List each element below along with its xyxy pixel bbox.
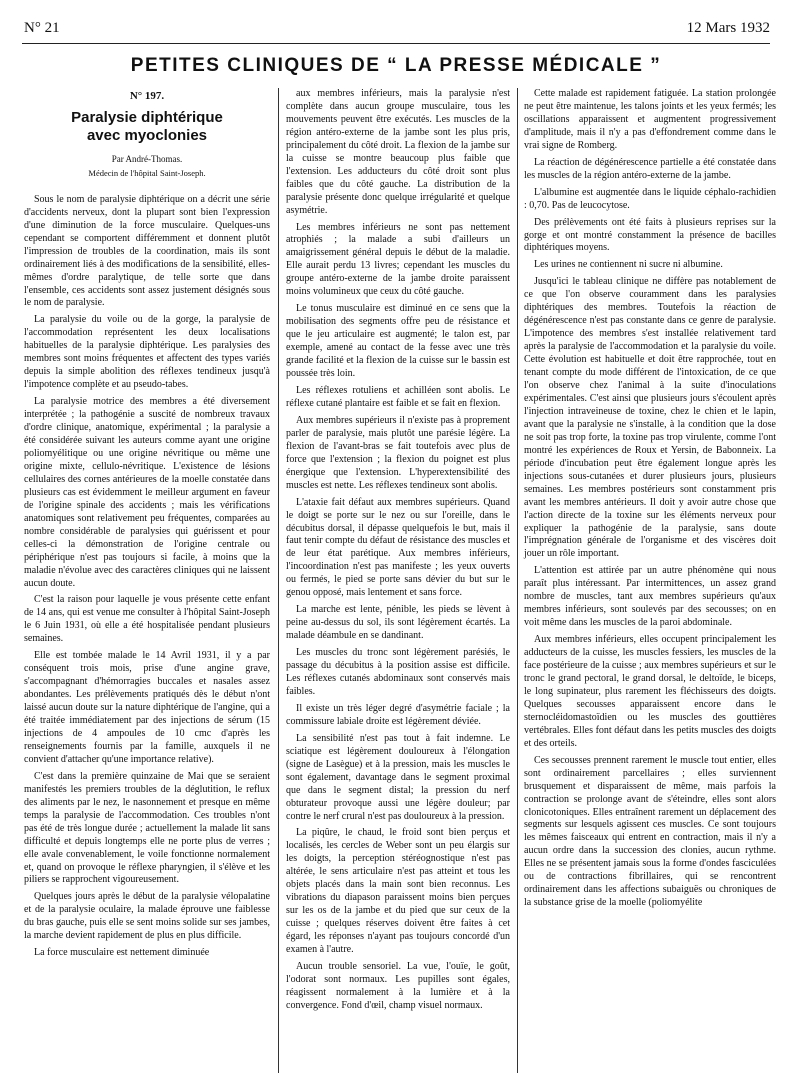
article-author: Par André-Thomas. <box>111 153 183 164</box>
issue-number: N° 21 <box>24 20 60 36</box>
column-divider <box>278 88 279 1073</box>
column-divider <box>517 88 518 1073</box>
paragraph: Quelques jours après le début de la paralysie vélopalatine et de la paralysie oculaire, la malade éprouve une faiblesse du bras gauche, puis elle se sent moins solide sur ses jambes, la marche devient rapidement de plus en plus difficile. <box>24 891 270 942</box>
paragraph: L'attention est attirée par un autre phénomène qui nous paraît plus intéressant. Par intermittences, un assez grand nombre de muscles, tant aux membres supérieurs qu'aux membres inférieurs, sont soulevés par des secousses; on en voit même dans les muscles de la paroi abdominale. <box>524 565 776 629</box>
paragraph: Jusqu'ici le tableau clinique ne diffère pas notablement de ce que l'on observe couramment dans les paralysies diphtériques des membres. Toutefois la réaction de dégénérescence n'est pas constante dans ce genre de paralysie. L'impotence des membres s'est installée relativement tard après la paralysie de l'accommodation et la paralysie du voile. Cette évolution est habituelle et doit être rapprochée, tout en tenant compte du mode différent de l'intoxication, de ce que l'on observe chez l'animal à la suite d'inoculations expérimentales. C'est ainsi que plusieurs jours s'écoulent après l'injection intraveineuse de toxine, chez le chien et le lapin, avant que la paralysie ne s'installe, à la condition que la dose ne soit pas trop forte, la toxine pas trop virulente, comme l'ont montré les expériences de Roux et Yersin, de Babonneix. La période d'incubation peut être également longue après les injections sous-cutanées et durer plusieurs jours, plusieurs semaines. Les membres postérieurs sont constamment pris avant les membres antérieurs. Il doit y avoir autre chose que l'action directe de la toxine sur les éléments nerveux pour expliquer la pathogénie de la paralysie, sans doute l'imprégnation générale de l'organisme et des viscères doit jouer un rôle important. <box>524 276 776 560</box>
column-2 <box>286 88 510 1017</box>
author-affiliation: Médecin de l'hôpital Saint-Joseph. <box>88 167 206 178</box>
header-rule <box>22 43 770 44</box>
paragraph: La sensibilité n'est pas tout à fait indemne. Le sciatique est légèrement douloureux à l'élongation (signe de Lasègue) et à la pression, mais les muscles le sont également, davantage dans le segment proximal que dans le segment distal; la pression du nerf obturateur provoque aussi une légère douleur; par contre le nerf crural n'est pas douloureux à la pression. <box>286 732 510 822</box>
column-paragraphs <box>24 194 270 960</box>
paragraph: Les membres inférieurs ne sont pas nettement atrophiés ; la malade a subi d'ailleurs un amaigrissement général depuis le début de la maladie. Elle aurait perdu 13 livres; cependant les muscles du groupe antéro-externe de la jambe droite paraissent moins volumineux que ceux du côté gauche. <box>286 221 510 298</box>
paragraph: L'albumine est augmentée dans le liquide céphalo-rachidien : 0,70. Pas de leucocytose. <box>524 186 776 211</box>
column-paragraphs <box>286 88 510 1013</box>
paragraph: Il existe un très léger degré d'asymétrie faciale ; la commissure labiale droite est légèrement déviée. <box>286 702 510 727</box>
article-title <box>24 109 270 145</box>
paragraph: Aux membres supérieurs il n'existe pas à proprement parler de paralysie, mais plutôt une parésie légère. La flexion de l'avant-bras se fait toutefois avec plus de force que l'extension ; la flexion du poignet est plus énergique que l'extension. L'hyperextensibilité des muscles est nette. Les réflexes tendineux sont abolis. <box>286 414 510 491</box>
article-number: N° 197. <box>129 90 165 102</box>
paragraph: Des prélèvements ont été faits à plusieurs reprises sur la gorge et ont montré constamment la présence de bacilles diphtériques moyens. <box>524 216 776 254</box>
paragraph: La piqûre, le chaud, le froid sont bien perçus et localisés, les cercles de Weber sont un peu élargis sur les doigts, la perception stéréognostique n'est pas altérée, le sens articulaire n'est pas atteint et tous les objets placés dans la main sont bien reconnus. Les vibrations du diapason paraissent moins bien perçues sur les os de la jambe et du pied que sur ceux de la cuisse ; quelques réserves doivent être faites à cet égard, les réponses n'ayant pas toujours concordé d'un examen à l'autre. <box>286 827 510 956</box>
column-1 <box>24 88 270 964</box>
article-title-line: Paralysie diphtérique <box>71 108 223 126</box>
paragraph: Les muscles du tronc sont légèrement parésiés, le passage du décubitus à la position assise est difficile. Les réflexes cutanés abdominaux sont conservés mais faibles. <box>286 647 510 697</box>
paragraph: L'ataxie fait défaut aux membres supérieurs. Quand le doigt se porte sur le nez ou sur l'oreille, dans le décubitus dorsal, il dépasse quelquefois le but, mais il faut tenir compte du défaut de résistance des muscles et de leur état parétique. Aux membres inférieurs, l'incoordination n'est pas manifeste ; les yeux ouverts ou fermés, le pied se porte sans dévier du but sur le genou opposé, mais lentement et sans force. <box>286 496 510 599</box>
issue-date: 12 Mars 1932 <box>686 20 770 36</box>
paragraph: Le tonus musculaire est diminué en ce sens que la mobilisation des segments offre peu de résistance et que le jeu articulaire est augmenté; le talon est, par exemple, amené au contact de la fesse avec une très grande facilité et la flexion de la cuisse sur le bassin est poussée très loin. <box>286 303 510 380</box>
paragraph: Aux membres inférieurs, elles occupent principalement les adducteurs de la cuisse, les muscles fessiers, les muscles de la face postérieure de la cuisse ; aux membres supérieurs et sur le tronc le grand pectoral, le grand dorsal, le deltoïde, le biceps, le long supinateur, plus rarement les fléchisseurs des doigts. Quelques secousses apparaissent encore dans le sternocléidomastoïdien ou les muscles des gouttières vertébrales. Elles font défaut dans les petits muscles des doigts et des orteils. <box>524 634 776 749</box>
paragraph: Cette malade est rapidement fatiguée. La station prolongée ne peut être maintenue, les talons joints et les yeux fermés; les oscillations apparaissent et augmentent progressivement d'amplitude, mais il n'y a pas d'effondrement comme dans le vrai signe de Romberg. <box>524 88 776 151</box>
paragraph: Les réflexes rotuliens et achilléen sont abolis. Le réflexe cutané plantaire est faible et se fait en flexion. <box>286 384 510 409</box>
paragraph: La réaction de dégénérescence partielle a été constatée dans les muscles de la région antéro-externe de la jambe. <box>524 156 776 181</box>
section-banner: PETITES CLINIQUES DE “ LA PRESSE MÉDICALE ” <box>130 55 662 76</box>
paragraph: Ces secousses prennent rarement le muscle tout entier, elles sont ordinairement parcellaires ; elles surviennent brusquement et disparaissent de même, mais parfois la contraction se prolonge avant de s'éteindre, elles sont alors clonicotoniques. Elles entraînent rarement un déplacement des segments sur lesquels agissent ces muscles. Ce sont toujours les mêmes faisceaux qui entrent en contraction, mais il n'y a aucun ordre dans la succession des clonies, aucun rythme. Elles ne se présentent jamais sous la forme d'ondes fasciculées ou de contractions fibrillaires, qui se rencontrent ordinairement dans les affections subaiguës ou chroniques de la substance grise de la moelle (poliomyélite <box>524 754 776 909</box>
column-paragraphs <box>524 88 776 910</box>
paragraph: La marche est lente, pénible, les pieds se lèvent à peine au-dessus du sol, ils sont légèrement écartés. La malade déambule en se dandinant. <box>286 604 510 642</box>
paragraph: Sous le nom de paralysie diphtérique on a décrit une série d'accidents nerveux, dont la plupart sont bien l'expression d'une diminution de la force musculaire. Quelques-uns cependant se comportent différemment et donnent plutôt l'impression de troubles de la coordination, mais ils sont ordinairement liés à des modifications de la sensibilité, elles-mêmes d'ordre paralytique, de telle sorte que dans l'ensemble, ces accidents sont assez justement désignés sous le nom de paralysie. <box>24 193 270 309</box>
paragraph: Les urines ne contiennent ni sucre ni albumine. <box>534 259 723 271</box>
paragraph: Elle est tombée malade le 14 Avril 1931, il y a par conséquent trois mois, prise d'une angine grave, s'accompagnant d'hémorragies buccales et nasales assez abondantes. Les prélèvements pratiqués dès le début n'ont laissé aucun doute sur la nature diphtérique de l'angine, qui a été traitée immédiatement par des injections de sérum (15 injections de 4 ampoules de 10 cmc d'après les renseignements fournis par la famille, auxquels il ne convient d'attacher qu'une importance relative). <box>24 650 270 765</box>
paragraph: C'est dans la première quinzaine de Mai que se seraient manifestés les premiers troubles de la déglutition, le reflux des aliments par le nez, le nasonnement et presque en même temps la paralysie de l'accommodation. Ces troubles n'ont pas été de très longue durée ; actuellement la malade lit sans difficulté et depuis longtemps elle ne porte plus de verres ; elle avale convenablement, le voile fonctionne normalement et, quand on provoque le réflexe pharyngien, il s'élève et les piliers se rapprochent vigoureusement. <box>24 770 270 886</box>
paragraph: La paralysie du voile ou de la gorge, la paralysie de l'accommodation représentent les deux localisations habituelles de la paralysie diphtérique. Les paralysies des membres sont moins fréquentes et affectent des types variés depuis la simple abolition des réflexes tendineux jusqu'à l'impotence complète et au pseudo-tabes. <box>24 314 270 391</box>
paragraph: Aucun trouble sensoriel. La vue, l'ouïe, le goût, l'odorat sont normaux. Les pupilles sont égales, réagissent normalement à la lumière et à la convergence. Fond d'œil, champ visuel normaux. <box>286 961 510 1011</box>
paragraph: aux membres inférieurs, mais la paralysie n'est complète dans aucun groupe musculaire, tous les mouvements peuvent être exécutés. Les muscles de la région antéro-externe de la jambe sont les plus pris, principalement du côté droit. La flexion de la jambe sur la cuisse se montre beaucoup plus faible que l'extension. Les adducteurs du côté droit sont plus faibles que du côté gauche. La distribution de la paralysie présente donc quelque irrégularité et quelque asymétrie. <box>286 88 510 216</box>
paragraph: La force musculaire est nettement diminuée <box>34 947 210 959</box>
column-3 <box>524 88 776 914</box>
paragraph: La paralysie motrice des membres a été diversement interprétée ; la pathogénie a suscité de nombreux travaux d'ordre clinique, anatomique, expérimental ; la paralysie a été considérée suivant les auteurs comme ayant une origine poliomyélitique ou une origine névritique ou même une origine mixte, cellulo-névritique. L'existence de lésions cellulaires des cornes antérieures de la moelle constatée dans plusieurs cas est évidemment le meilleur argument en faveur de l'origine spinale des accidents ; mais les vérifications anatomiques sont relativement peu fréquentes, comparées au nombre considérable de paralysies qui guérissent et pour celles-ci la démonstration de l'origine centrale ou périphérique n'est pas toujours si facile, à moins que la maladie n'évolue avec des caractères cliniques qui ne laissent aucun doute. <box>24 396 270 589</box>
paragraph: C'est la raison pour laquelle je vous présente cette enfant de 14 ans, qui est venue me consulter à l'hôpital Saint-Joseph le 6 Juin 1931, où elle a été hospitalisée pendant plusieurs semaines. <box>24 594 270 645</box>
article-title-line: avec myoclonies <box>86 126 208 144</box>
